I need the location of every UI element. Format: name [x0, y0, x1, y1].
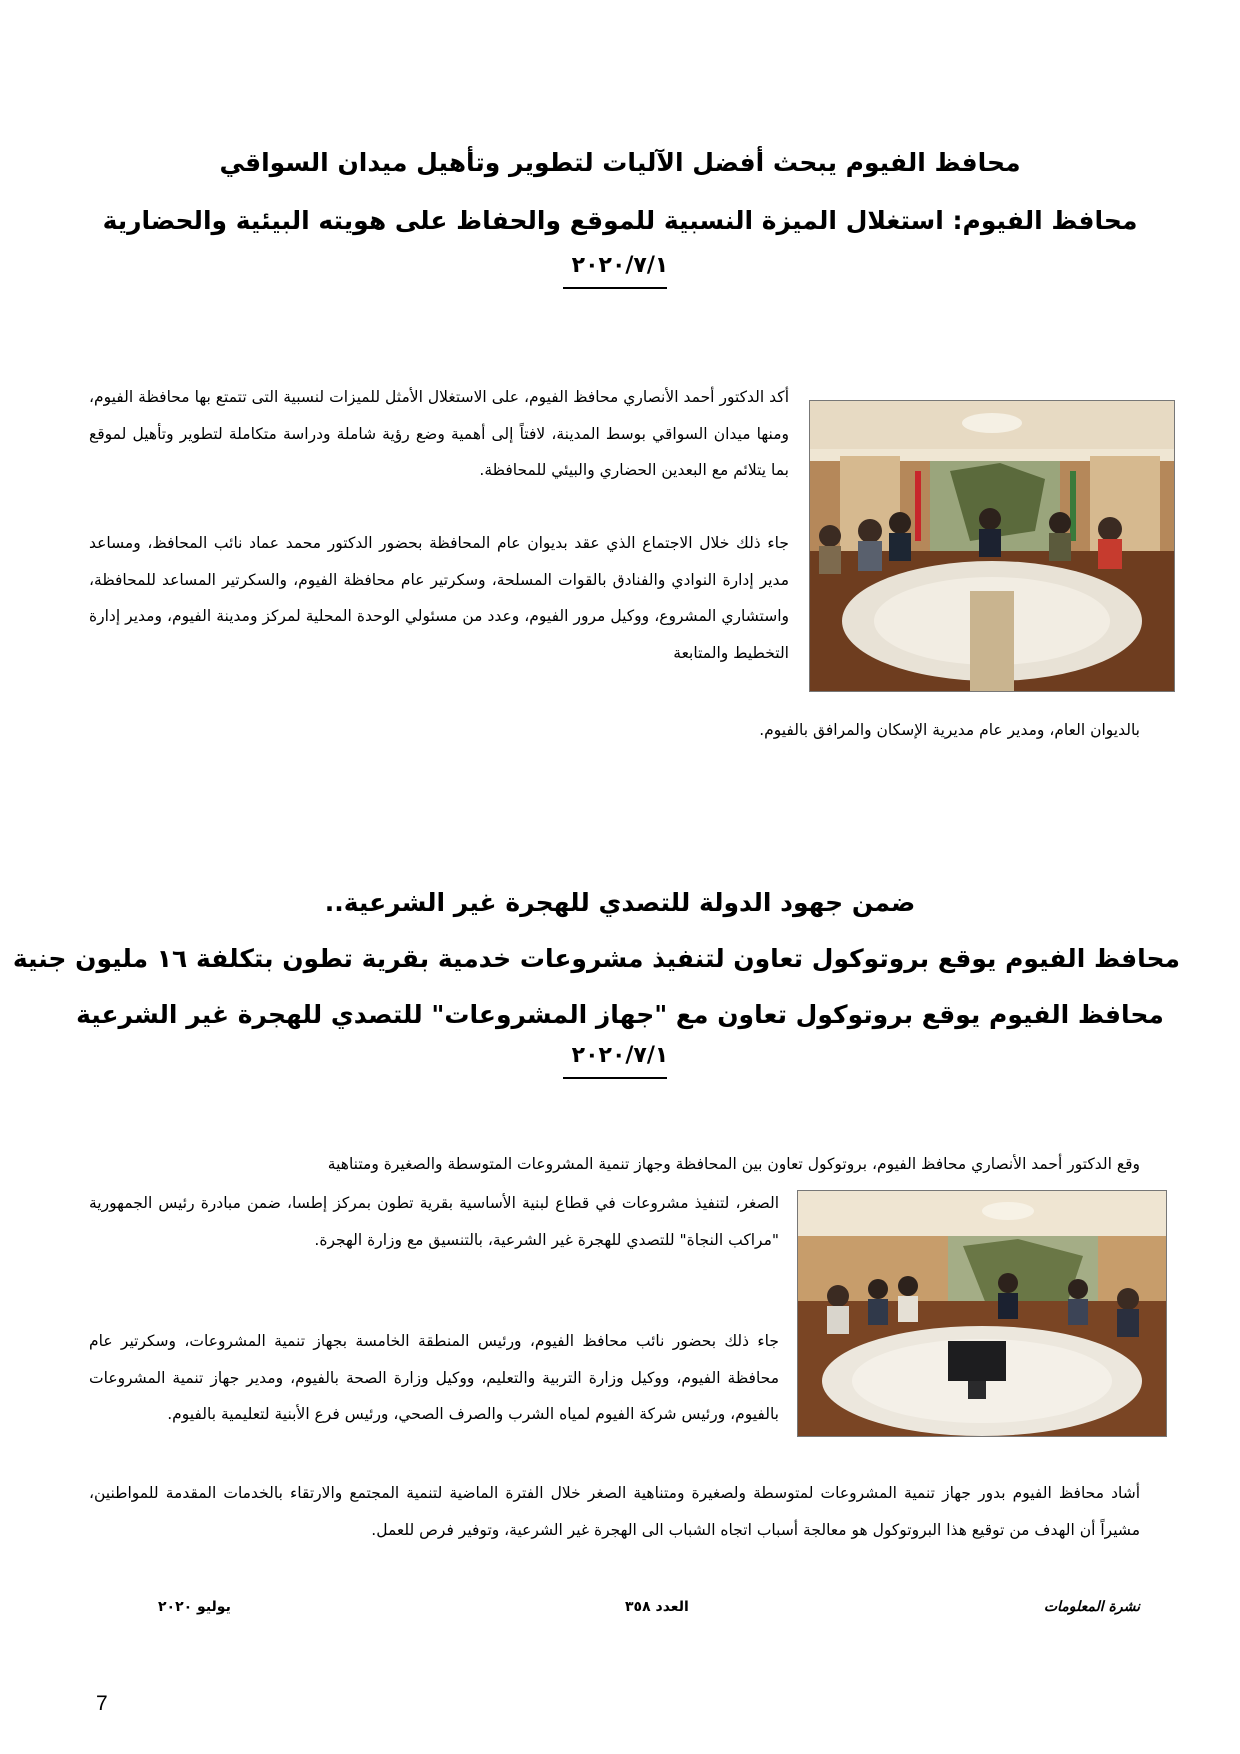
article2-subheadline-line: محافظ الفيوم يوقع بروتوكول تعاون مع "جهاز المشروعات" للتصدي للهجرة غير الشرعية — [76, 1000, 1164, 1029]
article1-headline-line: محافظ الفيوم يبحث أفضل الآليات لتطوير وتأهيل ميدان السواقي — [219, 148, 1021, 177]
article2-date: ٢٠٢٠/٧/١ — [571, 1043, 669, 1068]
article2-headline — [12, 878, 1180, 1040]
footer-issue: العدد ٣٥٨ — [625, 1599, 689, 1615]
page-number: 7 — [96, 1692, 108, 1715]
article1-date: ٢٠٢٠/٧/١ — [571, 253, 669, 278]
article1-paragraph-1: أكد الدكتور أحمد الأنصاري محافظ الفيوم، على الاستغلال الأمثل للميزات لنسبية التى تتمتع بها محافظة الفيوم، ومنها ميدان السواقي بوسط المدينة، لافتاً إلى أهمية وضع رؤية شاملة ودراسة متكاملة لتطوير وتأهيل لموقع بما يتلائم مع البعدين الحضاري والبيئي للمحافظة. — [89, 388, 789, 479]
footer-month: يوليو ٢٠٢٠ — [158, 1599, 231, 1615]
article2-meeting-photo — [797, 1190, 1167, 1437]
article1-paragraph-2: جاء ذلك خلال الاجتماع الذي عقد بديوان عام المحافظة بحضور الدكتور محمد عماد نائب المحافظ، ومساعد مدير إدارة النوادي والفنادق بالقوات المسلحة، وسكرتير عام محافظة الفيوم، والسكرتير المساعد للمحافظة، واستشاري المشروع، ووكيل مرور الفيوم، وعدد من مسئولي الوحدة المحلية لمركز ومدينة الفيوم، ومدير إدارة التخطيط والمتابعة — [89, 534, 789, 662]
article2-date-underline — [563, 1077, 667, 1079]
article1-subheadline-line: محافظ الفيوم: استغلال الميزة النسبية للموقع والحفاظ على هويته البيئية والحضارية — [102, 206, 1138, 235]
article1-meeting-photo — [809, 400, 1175, 692]
article1-paragraph-tail: بالديوان العام، ومدير عام مديرية الإسكان والمرافق بالفيوم. — [759, 721, 1140, 739]
article2-intro-line: وقع الدكتور أحمد الأنصاري محافظ الفيوم، بروتوكول تعاون بين المحافظة وجهاز تنمية المشروعات المتوسطة والصغيرة ومتناهية — [327, 1155, 1140, 1173]
article2-paragraph-2: جاء ذلك بحضور نائب محافظ الفيوم، ورئيس المنطقة الخامسة بجهاز تنمية المشروعات، وسكرتير عام محافظة الفيوم، ووكيل وزارة التربية والتعليم، ووكيل وزارة الصحة بالفيوم، ومدير جهاز تنمية المشروعات بالفيوم، ورئيس شركة الفيوم لمياه الشرب والصرف الصحي، ورئيس فرع الأبنية لتعليمية بالفيوم. — [89, 1332, 779, 1423]
article2-paragraph-1: الصغر، لتنفيذ مشروعات في قطاع لبنية الأساسية بقرية تطون بمركز إطسا، ضمن مبادرة رئيس الجمهورية "مراكب النجاة" للتصدي للهجرة غير الشرعية، بالتنسيق مع وزارة الهجرة. — [89, 1194, 779, 1249]
article2-kicker-line: ضمن جهود الدولة للتصدي للهجرة غير الشرعية.. — [324, 888, 916, 917]
article2-headline-line: محافظ الفيوم يوقع بروتوكول تعاون لتنفيذ مشروعات خدمية بقرية تطون بتكلفة ١٦ مليون جنية — [12, 944, 1180, 973]
article2-closing-paragraph: أشاد محافظ الفيوم بدور جهاز تنمية المشروعات لمتوسطة ولصغيرة ومتناهية الصغر خلال الفترة الماضية لتنمية المجتمع والارتقاء بالخدمات المقدمة للمواطنين، مشيراً أن الهدف من توقيع هذا البروتوكول هو معالجة أسباب اتجاه الشباب الى الهجرة غير الشرعية، وتوفير فرص للعمل. — [89, 1484, 1140, 1539]
article1-date-underline — [563, 287, 667, 289]
article1-headline — [60, 138, 1180, 246]
footer-publication: نشرة المعلومات — [1043, 1599, 1140, 1615]
